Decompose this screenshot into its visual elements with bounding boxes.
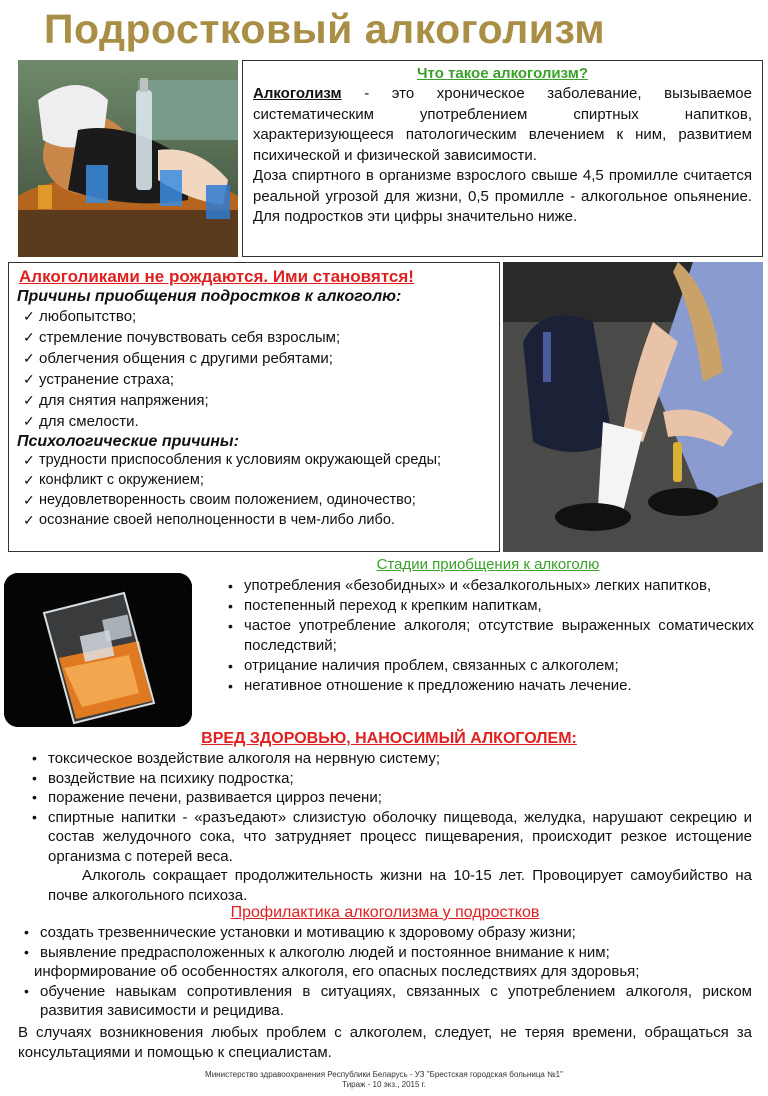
photo-teen-at-table-illustration xyxy=(18,60,238,257)
photo-girl-with-bottle-illustration xyxy=(503,262,763,552)
footer-line-1: Министерство здравоохранения Республики Беларусь - УЗ "Брестская городская больница №1" xyxy=(205,1070,563,1079)
definition-heading: Что такое алкоголизм? xyxy=(417,65,588,82)
stage-item: • употребления «безобидных» и «безалкогольных» легких напитков, xyxy=(222,576,754,596)
page-title: Подростковый алкоголизм xyxy=(44,6,606,52)
psych-item: ✓ осознание своей неполноценности в чем-либо либо. xyxy=(17,510,487,530)
harm-item: • токсическое воздействие алкоголя на нервную систему; xyxy=(26,749,752,769)
harm-list xyxy=(26,749,752,866)
stages-heading: Стадии приобщения к алкоголю xyxy=(376,556,600,573)
reasons-box xyxy=(8,262,500,552)
prevention-item: • выявление предрасположенных к алкоголю людей и постоянное внимание к ним; xyxy=(18,943,752,963)
harm-section xyxy=(26,730,752,905)
reason-item: ✓ стремление почувствовать себя взрослым; xyxy=(17,327,491,348)
reason-item: ✓ устранение страха; xyxy=(17,369,491,390)
prevention-list-a xyxy=(18,923,752,962)
reason-item: ✓ любопытство; xyxy=(17,306,491,327)
prevention-list-b xyxy=(18,982,752,1021)
slogan: Алкоголиками не рождаются. Ими становятся! xyxy=(19,267,414,286)
stage-item: • постепенный переход к крепким напиткам, xyxy=(222,596,754,616)
reasons-heading: Причины приобщения подростков к алкоголю: xyxy=(17,288,402,305)
harm-item: • воздействие на психику подростка; xyxy=(26,769,752,789)
reason-item: ✓ для смелости. xyxy=(17,411,491,432)
prevention-section xyxy=(18,904,752,1063)
closing-text: В случаях возникновения любых проблем с алкоголем, следует, не теряя времени, обращаться за консультациями и помощью к специалистам. xyxy=(18,1023,752,1061)
psych-item: ✓ неудовлетворенность своим положением, одиночество; xyxy=(17,490,487,510)
photo-girl-with-bottle xyxy=(503,262,763,552)
prevention-item: • создать трезвеннические установки и мотивацию к здоровому образу жизни; xyxy=(18,923,752,943)
psych-item: ✓ трудности приспособления к условиям окружающей среды; xyxy=(17,451,487,470)
reason-item: ✓ облегчения общения с другими ребятами; xyxy=(17,348,491,369)
stage-item: • частое употребление алкоголя; отсутствие выраженных соматических последствий; xyxy=(222,616,754,656)
definition-text xyxy=(253,84,752,166)
harm-tail: Алкоголь сокращает продолжительность жизни на 10-15 лет. Провоцирует самоубийство на почве алкогольного психоза. xyxy=(48,867,752,904)
photo-teen-at-table xyxy=(18,60,238,257)
harm-item: • поражение печени, развивается цирроз печени; xyxy=(26,788,752,808)
stage-item: • отрицание наличия проблем, связанных с алкоголем; xyxy=(222,656,754,676)
reason-item: ✓ для снятия напряжения; xyxy=(17,390,491,411)
alcoholism-definition: - это хроническое заболевание, вызываемое систематическим употреблением спиртных напитков, характеризующееся патологическим влечением к ним, развитием психической и физической зависимости. xyxy=(253,85,752,164)
stages-list xyxy=(222,576,754,696)
photo-whisky-glass-illustration xyxy=(4,573,192,727)
prevention-heading: Профилактика алкоголизма у подростков xyxy=(230,904,540,921)
alcoholism-term: Алкоголизм xyxy=(253,85,342,102)
stages-section xyxy=(222,556,754,696)
psych-list xyxy=(17,451,491,530)
harm-item: • спиртные напитки - «разъедают» слизистую оболочку пищевода, желудка, нарушают секрецию и состав желудочного сока, что затрудняет процесс пищеварения, происходит резкое истощение организма с потерей веса. xyxy=(26,808,752,867)
stage-item: • негативное отношение к предложению начать лечение. xyxy=(222,676,754,696)
reasons-list xyxy=(17,306,491,432)
psych-heading: Психологические причины: xyxy=(17,433,239,450)
footer xyxy=(0,1070,768,1090)
psych-item: ✓ конфликт с окружением; xyxy=(17,470,487,490)
harm-heading: ВРЕД ЗДОРОВЬЮ, НАНОСИМЫЙ АЛКОГОЛЕМ: xyxy=(201,730,577,747)
dose-text: Доза спиртного в организме взрослого свыше 4,5 промилле считается реальной угрозой для жизни, 0,5 промилле - алкогольное опьянение. Для подростков эти цифры значительно ниже. xyxy=(253,167,752,225)
prevention-item: • обучение навыкам сопротивления в ситуациях, связанных с употреблением алкоголя, риском развития зависимости и рецидива. xyxy=(18,982,752,1021)
definition-box xyxy=(242,60,763,257)
prevention-line: информирование об особенностях алкоголя, его опасных последствиях для здоровья; xyxy=(34,963,640,980)
photo-whisky-glass xyxy=(4,573,192,727)
footer-line-2: Тираж - 10 экз., 2015 г. xyxy=(342,1080,426,1089)
